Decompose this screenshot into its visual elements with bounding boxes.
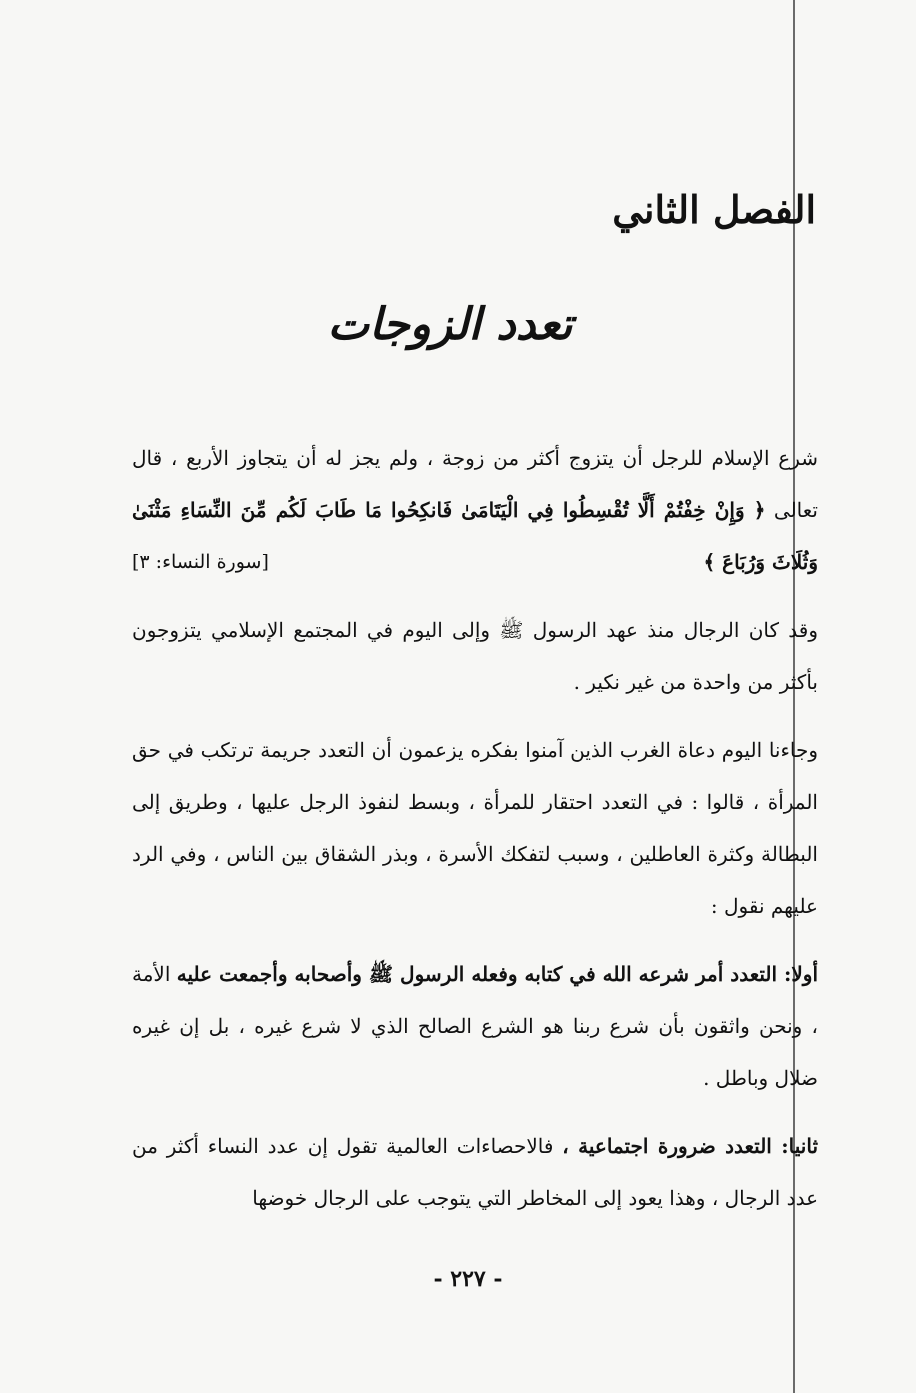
page-body (132, 432, 818, 1240)
paragraph-5-lead: ثانيا: التعدد ضرورة اجتماعية ، (562, 1134, 819, 1158)
paragraph-5 (132, 1120, 818, 1224)
paragraph-3 (132, 724, 818, 932)
paragraph-4 (132, 948, 818, 1104)
paragraph-4-lead: أولا: التعدد أمر شرعه الله في كتابه وفعله الرسول ﷺ وأصحابه وأجمعت عليه (176, 962, 819, 986)
page-number: - ٢٢٧ - (433, 1266, 503, 1292)
paragraph-1-text: شرع الإسلام للرجل أن يتزوج أكثر من زوجة ، ولم يجز له أن يتجاوز الأربع ، قال تعالى (132, 446, 818, 522)
paragraph-2 (132, 604, 818, 708)
paragraph-3-text: وجاءنا اليوم دعاة الغرب الذين آمنوا بفكره يزعمون أن التعدد جريمة ترتكب في حق المرأة ، قالوا : في التعدد احتقار للمرأة ، وبسط لنفوذ الرجل عليها ، وطريق إلى البطالة وكثرة العاطلين ، وسبب لتفكك الأسرة ، وبذر الشقاق بين الناس ، وفي الرد عليهم نقول : (132, 738, 818, 918)
paragraph-4-text: الأمة ، ونحن واثقون بأن شرع ربنا هو الشرع الصالح الذي لا شرع غيره ، بل إن غيره ضلال وباطل . (132, 962, 818, 1090)
paragraph-1 (132, 432, 818, 588)
chapter-heading: الفصل الثاني (612, 187, 816, 232)
quran-verse: ﴿ وَإِنْ خِفْتُمْ أَلَّا تُقْسِطُوا فِي الْيَتَامَىٰ فَانكِحُوا مَا طَابَ لَكُم مِّنَ النِّسَاءِ مَثْنَىٰ وَثُلَاثَ وَرُبَاعَ ﴾ (132, 498, 818, 574)
section-title: تعدد الزوجات (327, 299, 573, 350)
paragraph-5-text: فالاحصاءات العالمية تقول إن عدد النساء أكثر من عدد الرجال ، وهذا يعود إلى المخاطر التي يتوجب على الرجال خوضها (132, 1134, 818, 1210)
verse-reference: [سورة النساء: ٣] (132, 551, 269, 573)
paragraph-2-text: وقد كان الرجال منذ عهد الرسول ﷺ وإلى اليوم في المجتمع الإسلامي يتزوجون بأكثر من واحدة من غير نكير . (132, 618, 818, 694)
